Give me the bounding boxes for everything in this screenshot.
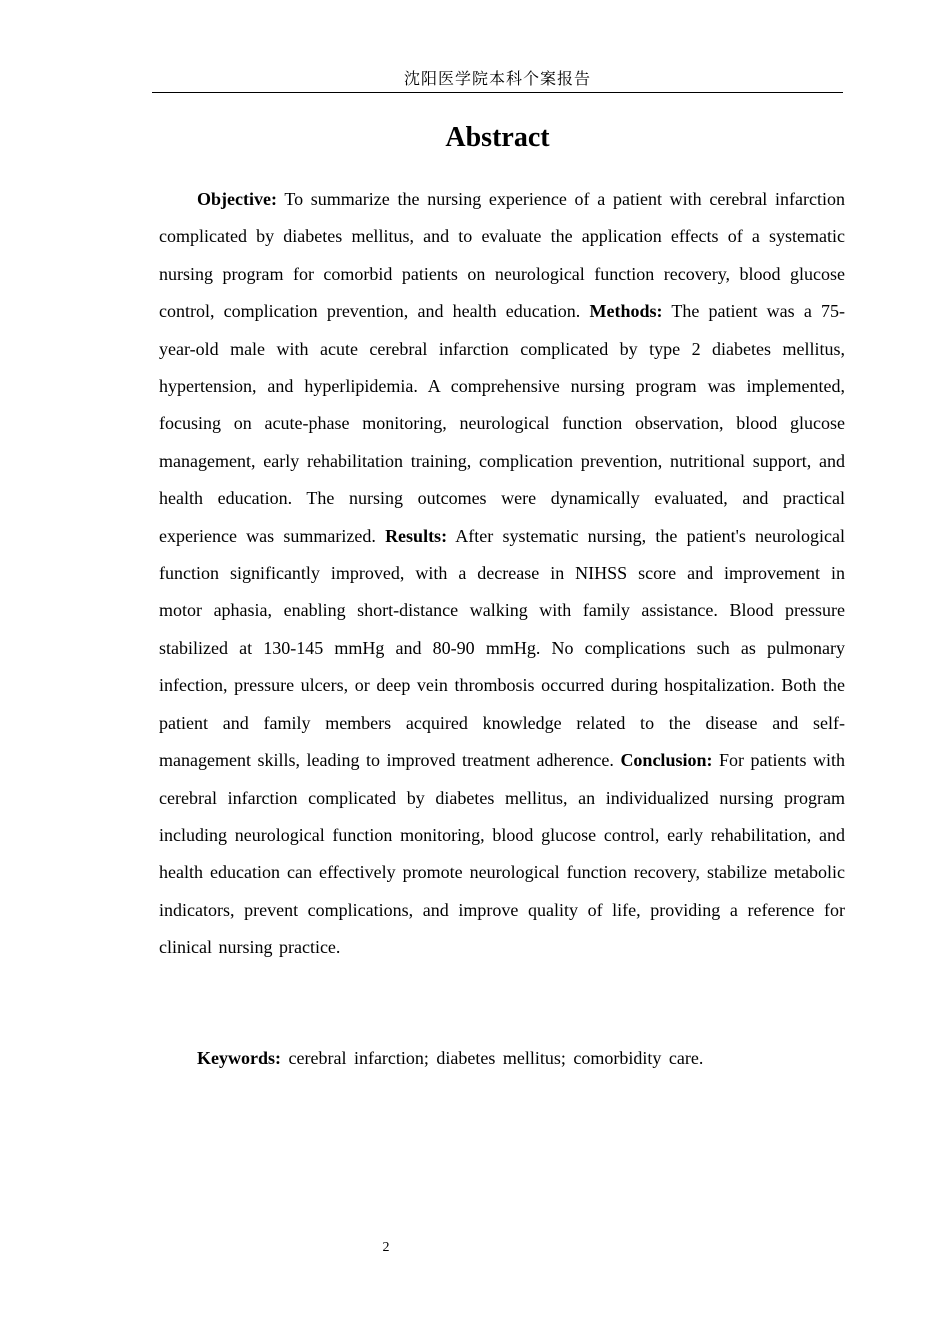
page-number: 2	[382, 1240, 390, 1255]
results-label: Results:	[385, 525, 448, 546]
abstract-body	[159, 181, 845, 967]
keywords-text: cerebral infarction; diabetes mellitus; comorbidity care.	[281, 1048, 704, 1068]
conclusion-label: Conclusion:	[620, 750, 713, 771]
keywords-label: Keywords:	[197, 1048, 281, 1068]
keywords-line	[159, 1040, 845, 1077]
objective-label: Objective:	[197, 189, 277, 209]
abstract-title: Abstract	[445, 122, 550, 153]
objective-text: To summarize the nursing experience of a patient with cerebral infarction complicated by diabetes mellitus, and to evaluate the application effects of a systematic nursing program for comorbid patients on neurological function recovery, blood glucose control, complication prevention, and health education.	[159, 189, 845, 322]
methods-label: Methods:	[589, 301, 663, 322]
running-header: 沈阳医学院本科个案报告	[152, 66, 843, 93]
methods-text: The patient was a 75-year-old male with acute cerebral infarction complicated by type 2 diabetes mellitus, hypertension, and hyperlipidemia. A comprehensive nursing program was implemented, focusing on acute-phase monitoring, neurological function observation, blood glucose management, early rehabilitation training, complication prevention, nutritional support, and health education. The nursing outcomes were dynamically evaluated, and practical experience was summarized.	[159, 301, 845, 546]
results-text: After systematic nursing, the patient's neurological function significantly improved, with a decrease in NIHSS score and improvement in motor aphasia, enabling short-distance walking with family assistance. Blood pressure stabilized at 130-145 mmHg and 80-90 mmHg. No complications such as pulmonary infection, pressure ulcers, or deep vein thrombosis occurred during hospitalization. Both the patient and family members acquired knowledge related to the disease and self-management skills, leading to improved treatment adherence.	[159, 525, 846, 771]
conclusion-text: For patients with cerebral infarction complicated by diabetes mellitus, an individualized nursing program including neurological function monitoring, blood glucose control, early rehabilitation, and health education can effectively promote neurological function recovery, stabilize metabolic indicators, prevent complications, and improve quality of life, providing a reference for clinical nursing practice.	[159, 750, 845, 958]
